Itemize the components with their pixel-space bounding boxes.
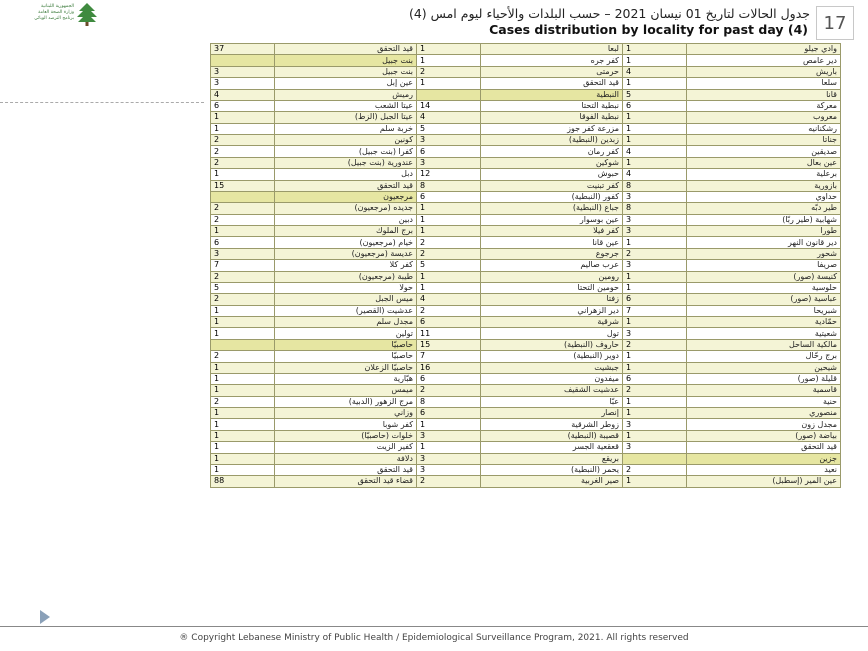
table-row (211, 214, 841, 225)
district-header: حاصبيّا (275, 339, 417, 350)
locality-name: كفير الزيت (275, 442, 417, 453)
case-count: 6 (417, 146, 481, 157)
locality-name: باريش (687, 66, 841, 77)
case-count: 14 (417, 100, 481, 111)
case-count: 3 (417, 453, 481, 464)
locality-name: خلوات (حاصبيّا) (275, 430, 417, 441)
table-row (211, 476, 841, 487)
case-count: 5 (417, 123, 481, 134)
table-row (211, 180, 841, 191)
case-count: 37 (211, 44, 275, 55)
case-count: 1 (211, 328, 275, 339)
case-count: 2 (417, 385, 481, 396)
case-count: 4 (417, 112, 481, 123)
page-number: 17 (823, 12, 847, 34)
locality-name: حاروف (النبطية) (481, 339, 623, 350)
case-count: 1 (417, 271, 481, 282)
case-count: 1 (623, 135, 687, 146)
locality-name: رشكنانيه (687, 123, 841, 134)
case-count: 1 (623, 55, 687, 66)
locality-name: دير عامص (687, 55, 841, 66)
case-count: 3 (623, 191, 687, 202)
case-count: 2 (211, 271, 275, 282)
case-count: 1 (623, 396, 687, 407)
case-count: 1 (417, 419, 481, 430)
case-count: 6 (211, 100, 275, 111)
locality-name: برج رحّال (687, 351, 841, 362)
locality-name: وادي جيلو (687, 44, 841, 55)
case-count: 1 (623, 112, 687, 123)
case-count: 16 (417, 362, 481, 373)
case-count: 6 (623, 294, 687, 305)
locality-name: مجدل سلم (275, 317, 417, 328)
copyright-footer: ® Copyright Lebanese Ministry of Public Health / Epidemiological Surveillance Program, 2021. All rights reserved (179, 633, 689, 643)
case-count: 1 (623, 476, 687, 487)
locality-name: كفر فيلا (481, 226, 623, 237)
case-count: 8 (417, 180, 481, 191)
case-count: 3 (211, 66, 275, 77)
case-count: 8 (623, 180, 687, 191)
locality-name: دوير (النبطية) (481, 351, 623, 362)
case-count: 3 (417, 135, 481, 146)
table-row (211, 89, 841, 100)
table-row (211, 260, 841, 271)
locality-name: شرقية (481, 317, 623, 328)
case-count: 1 (211, 317, 275, 328)
case-count: 6 (623, 100, 687, 111)
table-row (211, 237, 841, 248)
case-count: 3 (417, 430, 481, 441)
locality-name: قيد التحقق (275, 44, 417, 55)
case-count: 3 (623, 328, 687, 339)
case-count: 1 (623, 157, 687, 168)
play-icon[interactable] (40, 610, 50, 624)
locality-name: كفر شوبا (275, 419, 417, 430)
case-count: 2 (623, 464, 687, 475)
locality-name: ميفدون (481, 373, 623, 384)
case-count: 1 (623, 317, 687, 328)
locality-name: يحمر (النبطية) (481, 464, 623, 475)
case-count: 5 (211, 282, 275, 293)
case-count: 1 (211, 408, 275, 419)
locality-name: عيتا الشعب (275, 100, 417, 111)
locality-name: كنيسة (صور) (687, 271, 841, 282)
table-row (211, 100, 841, 111)
locality-name: قيد التحقق (687, 442, 841, 453)
locality-name: قاسمية (687, 385, 841, 396)
case-count: 1 (211, 419, 275, 430)
case-count: 1 (211, 123, 275, 134)
locality-name: عين المير (إسطبل) (687, 476, 841, 487)
locality-name: طورا (687, 226, 841, 237)
district-header: النبطية (481, 89, 623, 100)
case-count: 1 (417, 226, 481, 237)
locality-name: شوكين (481, 157, 623, 168)
case-count: 1 (417, 55, 481, 66)
locality-name: رومين (481, 271, 623, 282)
case-count: 1 (211, 226, 275, 237)
case-count: 3 (623, 419, 687, 430)
table-body (211, 44, 841, 488)
locality-name: عيتا الجبل (الزط) (275, 112, 417, 123)
locality-name: حاصبيّا (275, 351, 417, 362)
case-count: 3 (623, 260, 687, 271)
case-count: 3 (211, 248, 275, 259)
locality-name: ميس الجبل (275, 294, 417, 305)
case-count: 1 (211, 305, 275, 316)
case-count: 1 (417, 203, 481, 214)
case-count: 4 (623, 66, 687, 77)
locality-name: جديده (مرجعيون) (275, 203, 417, 214)
locality-name: عدشيت الشقيف (481, 385, 623, 396)
locality-name: عين قانا (481, 237, 623, 248)
case-count: 6 (417, 317, 481, 328)
district-header: بنت جبيل (275, 55, 417, 66)
locality-name: نبطية التحتا (481, 100, 623, 111)
locality-name: رميش (275, 89, 417, 100)
case-count: 1 (417, 442, 481, 453)
page-number-box (816, 6, 854, 40)
case-count: 4 (623, 146, 687, 157)
case-count: 2 (417, 476, 481, 487)
table-row (211, 317, 841, 328)
locality-name: معروب (687, 112, 841, 123)
case-count: 1 (211, 362, 275, 373)
locality-name: ميمس (275, 385, 417, 396)
locality-name: صديقين (687, 146, 841, 157)
locality-name: عندورية (بنت جبيل) (275, 157, 417, 168)
case-count (211, 191, 275, 202)
locality-name: كفرا (بنت جبيل) (275, 146, 417, 157)
case-count: 3 (417, 157, 481, 168)
ministry-logo (6, 2, 106, 28)
case-count: 2 (417, 66, 481, 77)
locality-name: نعيد (687, 464, 841, 475)
locality-name: كفر كلا (275, 260, 417, 271)
case-count: 1 (211, 169, 275, 180)
locality-name: مالكية الساحل (687, 339, 841, 350)
case-count: 2 (211, 135, 275, 146)
locality-name: جرجوع (481, 248, 623, 259)
case-count: 1 (623, 271, 687, 282)
table-row (211, 305, 841, 316)
case-count: 2 (417, 248, 481, 259)
table-row (211, 385, 841, 396)
case-count: 1 (623, 430, 687, 441)
case-count: 5 (623, 89, 687, 100)
case-count: 1 (211, 112, 275, 123)
locality-name: برعلية (687, 169, 841, 180)
case-count: 88 (211, 476, 275, 487)
case-count: 1 (623, 362, 687, 373)
table-row (211, 203, 841, 214)
case-count: 1 (623, 44, 687, 55)
locality-name: كفور (النبطية) (481, 191, 623, 202)
case-count: 6 (417, 408, 481, 419)
locality-name: قصيبة (النبطية) (481, 430, 623, 441)
locality-name: دلافة (275, 453, 417, 464)
case-count: 1 (623, 351, 687, 362)
table-row (211, 271, 841, 282)
table-row (211, 146, 841, 157)
case-count: 7 (623, 305, 687, 316)
district-header: جزين (687, 453, 841, 464)
locality-name: مجدل زون (687, 419, 841, 430)
locality-name: شهابية (طير ربّا) (687, 214, 841, 225)
case-count: 6 (211, 237, 275, 248)
case-count: 1 (211, 442, 275, 453)
locality-name: حومين التحتا (481, 282, 623, 293)
case-count: 2 (623, 339, 687, 350)
table-row (211, 453, 841, 464)
locality-name: جبشيت (481, 362, 623, 373)
case-count: 1 (211, 373, 275, 384)
locality-name: بازورية (687, 180, 841, 191)
locality-name: دير الزهراني (481, 305, 623, 316)
locality-name: حولا (275, 282, 417, 293)
case-count: 8 (417, 396, 481, 407)
case-count: 1 (623, 282, 687, 293)
case-count: 4 (211, 89, 275, 100)
table-row (211, 419, 841, 430)
locality-name: دبل (275, 169, 417, 180)
table-row (211, 44, 841, 55)
locality-name: حاصبيّا الزعلان (275, 362, 417, 373)
locality-name: شعيتية (687, 328, 841, 339)
case-count: 2 (417, 237, 481, 248)
locality-name: زوطر الشرقية (481, 419, 623, 430)
case-count: 2 (211, 214, 275, 225)
case-count: 1 (211, 430, 275, 441)
title-english: Cases distribution by locality for past day (4) (489, 22, 808, 37)
case-count: 4 (623, 169, 687, 180)
locality-name: وزاني (275, 408, 417, 419)
locality-name: بياضة (صور) (687, 430, 841, 441)
locality-name: قضاء قيد التحقق (275, 476, 417, 487)
case-count: 1 (211, 464, 275, 475)
locality-name: عديسة (مرجعيون) (275, 248, 417, 259)
case-count: 3 (417, 464, 481, 475)
locality-name: قانا (687, 89, 841, 100)
locality-name: جباع (النبطية) (481, 203, 623, 214)
locality-name: صريفا (687, 260, 841, 271)
locality-name: خربة سلم (275, 123, 417, 134)
case-count: 2 (623, 248, 687, 259)
locality-name: دبين (275, 214, 417, 225)
logo-line-republic: الجمهورية اللبنانية (40, 4, 74, 9)
case-count: 5 (417, 260, 481, 271)
case-count: 15 (417, 339, 481, 350)
case-count: 2 (623, 385, 687, 396)
case-count: 11 (417, 328, 481, 339)
case-count: 1 (417, 282, 481, 293)
case-count: 2 (211, 396, 275, 407)
locality-name: حبوش (481, 169, 623, 180)
case-count: 1 (623, 237, 687, 248)
table-row (211, 442, 841, 453)
case-count: 7 (417, 351, 481, 362)
case-count: 1 (623, 408, 687, 419)
table-row (211, 112, 841, 123)
logo-line-program: برنامج الترصد الوبائي (34, 16, 74, 21)
table-row (211, 362, 841, 373)
locality-name: دير قانون النهر (687, 237, 841, 248)
locality-name: شيحين (687, 362, 841, 373)
locality-name: تولين (275, 328, 417, 339)
locality-name: إنصار (481, 408, 623, 419)
case-count: 6 (417, 191, 481, 202)
table-row (211, 408, 841, 419)
table-row (211, 351, 841, 362)
locality-name: خيام (مرجعيون) (275, 237, 417, 248)
table-row (211, 373, 841, 384)
locality-name: طير دبّه (687, 203, 841, 214)
case-count: 2 (211, 351, 275, 362)
locality-name: نبطية الفوقا (481, 112, 623, 123)
locality-name: حرمتى (481, 66, 623, 77)
table-row (211, 123, 841, 134)
case-count (417, 89, 481, 100)
case-count: 1 (417, 214, 481, 225)
case-count: 2 (211, 203, 275, 214)
case-count: 7 (211, 260, 275, 271)
locality-name: قيد التحقق (481, 78, 623, 89)
case-count: 4 (417, 294, 481, 305)
table-row (211, 339, 841, 350)
case-count: 2 (211, 157, 275, 168)
table-row (211, 157, 841, 168)
case-count (211, 55, 275, 66)
locality-name: عين إبل (275, 78, 417, 89)
locality-name: سلعا (687, 78, 841, 89)
table-row (211, 169, 841, 180)
case-count: 6 (623, 373, 687, 384)
case-count (211, 339, 275, 350)
case-count: 6 (417, 373, 481, 384)
locality-name: عدشيت (القصير) (275, 305, 417, 316)
locality-name: حمّادية (687, 317, 841, 328)
locality-name: شبريحا (687, 305, 841, 316)
locality-name: كفر رمان (481, 146, 623, 157)
locality-name: كونين (275, 135, 417, 146)
table-row (211, 248, 841, 259)
table-row (211, 135, 841, 146)
table-row (211, 396, 841, 407)
locality-name: برج الملوك (275, 226, 417, 237)
cases-by-locality-table (210, 43, 841, 488)
case-count (623, 453, 687, 464)
locality-name: زفتا (481, 294, 623, 305)
logo-text (10, 4, 74, 22)
case-count: 15 (211, 180, 275, 191)
locality-name: تول (481, 328, 623, 339)
locality-name: صير الغربية (481, 476, 623, 487)
table-row (211, 66, 841, 77)
locality-name: مزرعة كفر جوز (481, 123, 623, 134)
table-row (211, 464, 841, 475)
locality-name: قعقعية الجسر (481, 442, 623, 453)
case-count: 1 (211, 453, 275, 464)
case-count: 3 (211, 78, 275, 89)
logo-line-ministry: وزارة الصحة العامة (38, 10, 74, 15)
table-row (211, 191, 841, 202)
locality-name: بريقع (481, 453, 623, 464)
case-count: 1 (417, 44, 481, 55)
locality-name: منصوري (687, 408, 841, 419)
locality-name: حنية (687, 396, 841, 407)
title-arabic: جدول الحالات لتاريخ 01 نيسان 2021 – حسب البلدات والأحياء ليوم امس (4) (408, 6, 810, 21)
case-count: 8 (623, 203, 687, 214)
case-count: 12 (417, 169, 481, 180)
locality-name: طيبة (مرجعيون) (275, 271, 417, 282)
table-row (211, 55, 841, 66)
locality-name: عرب صاليم (481, 260, 623, 271)
table-row (211, 78, 841, 89)
table-row (211, 294, 841, 305)
locality-name: قليلة (صور) (687, 373, 841, 384)
locality-name: قيد التحقق (275, 180, 417, 191)
case-count: 3 (623, 226, 687, 237)
locality-name: مرج الزهور (الدبية) (275, 396, 417, 407)
locality-name: قيد التحقق (275, 464, 417, 475)
locality-name: حداوي (687, 191, 841, 202)
locality-name: هبّارية (275, 373, 417, 384)
cedar-icon (76, 2, 98, 26)
locality-name: شحور (687, 248, 841, 259)
locality-name: عبّا (481, 396, 623, 407)
locality-name: جناتا (687, 135, 841, 146)
locality-name: عين بوسوار (481, 214, 623, 225)
case-count: 1 (623, 78, 687, 89)
locality-name: كفر تبنيت (481, 180, 623, 191)
table-row (211, 282, 841, 293)
case-count: 1 (623, 123, 687, 134)
locality-name: كفر جره (481, 55, 623, 66)
locality-name: بنت جبيل (275, 66, 417, 77)
case-count: 2 (211, 146, 275, 157)
case-count: 1 (417, 78, 481, 89)
case-count: 1 (211, 385, 275, 396)
footer-divider (0, 626, 868, 627)
dashed-divider (0, 102, 204, 103)
case-count: 3 (623, 214, 687, 225)
district-header: مرجعيون (275, 191, 417, 202)
table-row (211, 430, 841, 441)
locality-name: عباسية (صور) (687, 294, 841, 305)
case-count: 3 (623, 442, 687, 453)
table-row (211, 226, 841, 237)
locality-name: زبدين (النبطية) (481, 135, 623, 146)
locality-name: لبعا (481, 44, 623, 55)
case-count: 2 (417, 305, 481, 316)
table-row (211, 328, 841, 339)
locality-name: عين بعال (687, 157, 841, 168)
case-count: 2 (211, 294, 275, 305)
locality-name: حلّوسية (687, 282, 841, 293)
locality-name: معركة (687, 100, 841, 111)
